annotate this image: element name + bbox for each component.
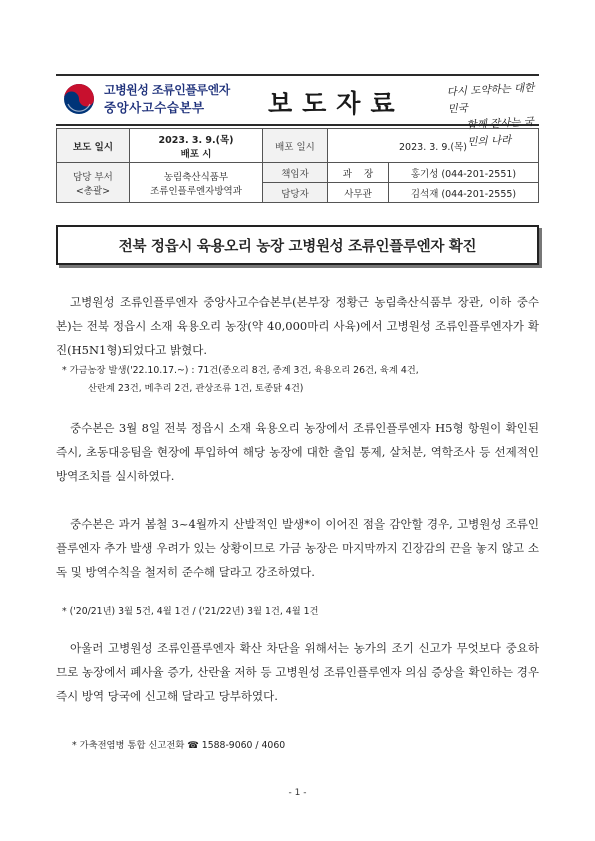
dept-label-line2: <총괄>	[75, 185, 111, 197]
press-date-label: 보도 일시	[57, 129, 130, 163]
body-paragraph-2: 중수본은 3월 8일 전북 정읍시 소재 육용오리 농장에서 조류인플루엔자 H5형 항원이 확인된 즉시, 초동대응팀을 현장에 투입하여 해당 농장에 대한 출입 통제, 살처분, 역학조사 등 선제적인 방역조치를 실시하였다.	[56, 421, 539, 483]
slogan-line1: 다시 도약하는 대한민국	[446, 81, 535, 116]
contact-person: 김석재 (044-201-2555)	[389, 183, 539, 203]
responsible-title: 과 장	[328, 163, 389, 183]
distribute-date-value: 2023. 3. 9.(목)	[328, 129, 539, 163]
org-name	[104, 82, 230, 116]
dept-value	[130, 163, 263, 203]
press-date-value-line2: 배포 시	[180, 148, 212, 160]
distribute-date-label: 배포 일시	[263, 129, 328, 163]
note-1	[62, 362, 532, 398]
page-number: - 1 -	[288, 788, 307, 798]
note-1-line1: * 가금농장 발생('22.10.17.~) : 71건(종오리 8건, 종계 3건, 육용오리 26건, 육계 4건,	[62, 365, 419, 376]
org-name-line2: 중앙사고수습본부	[104, 100, 205, 115]
contact-label: 담당자	[263, 183, 328, 203]
note-3: * 가축전염병 통합 신고전화 ☎ 1588-9060 / 4060	[72, 740, 286, 751]
body-paragraph-4: 아울러 고병원성 조류인플루엔자 확산 차단을 위해서는 농가의 조기 신고가 무엇보다 중요하므로 농장에서 폐사율 증가, 산란율 저하 등 고병원성 조류인플루엔자 의심 증상을 확인하는 경우 즉시 방역 당국에 신고해 달라고 당부하였다.	[56, 641, 539, 703]
slogan-line2: 함께 잘사는 국민의 나라	[466, 115, 535, 149]
body-paragraph-3: 중수본은 과거 봄철 3~4월까지 산발적인 발생*이 이어진 점을 감안할 경우, 고병원성 조류인플루엔자 추가 발생 우려가 있는 상황이므로 가금 농장은 마지막까지 긴장감의 끈을 놓지 않고 소독 및 방역수칙을 철저히 준수해 달라고 강조하였다.	[56, 517, 539, 579]
body-paragraph-1: 고병원성 조류인플루엔자 중앙사고수습본부(본부장 정황근 농림축산식품부 장관, 이하 중수본)는 전북 정읍시 소재 육용오리 농장(약 40,000마리 사육)에서 고병원성 조류인플루엔자가 확진(H5N1형)되었다고 밝혔다.	[56, 295, 539, 357]
dept-value-line2: 조류인플루엔자방역과	[150, 185, 242, 197]
government-logo-icon	[62, 82, 96, 116]
note-2: * ('20/21년) 3월 5건, 4월 1건 / ('21/22년) 3월 1건, 4월 1건	[62, 606, 319, 617]
org-name-line1: 고병원성 조류인플루엔자	[104, 83, 230, 97]
press-date-value-line1: 2023. 3. 9.(목)	[158, 134, 234, 146]
dept-label-line1: 담당 부서	[73, 171, 113, 183]
headline-text: 전북 정읍시 육용오리 농장 고병원성 조류인플루엔자 확진	[118, 238, 477, 255]
responsible-label: 책임자	[263, 163, 328, 183]
note-1-line2: 산란계 23건, 메추리 2건, 관상조류 1건, 토종닭 4건)	[88, 383, 304, 394]
dept-value-line1: 농림축산식품부	[163, 171, 229, 183]
press-release-title: 보도자료	[268, 89, 405, 118]
press-date-value	[130, 129, 263, 163]
dept-label	[57, 163, 130, 203]
headline-box	[56, 225, 539, 265]
contact-title: 사무관	[328, 183, 389, 203]
press-info-table	[56, 128, 539, 203]
responsible-person: 홍기성 (044-201-2551)	[389, 163, 539, 183]
